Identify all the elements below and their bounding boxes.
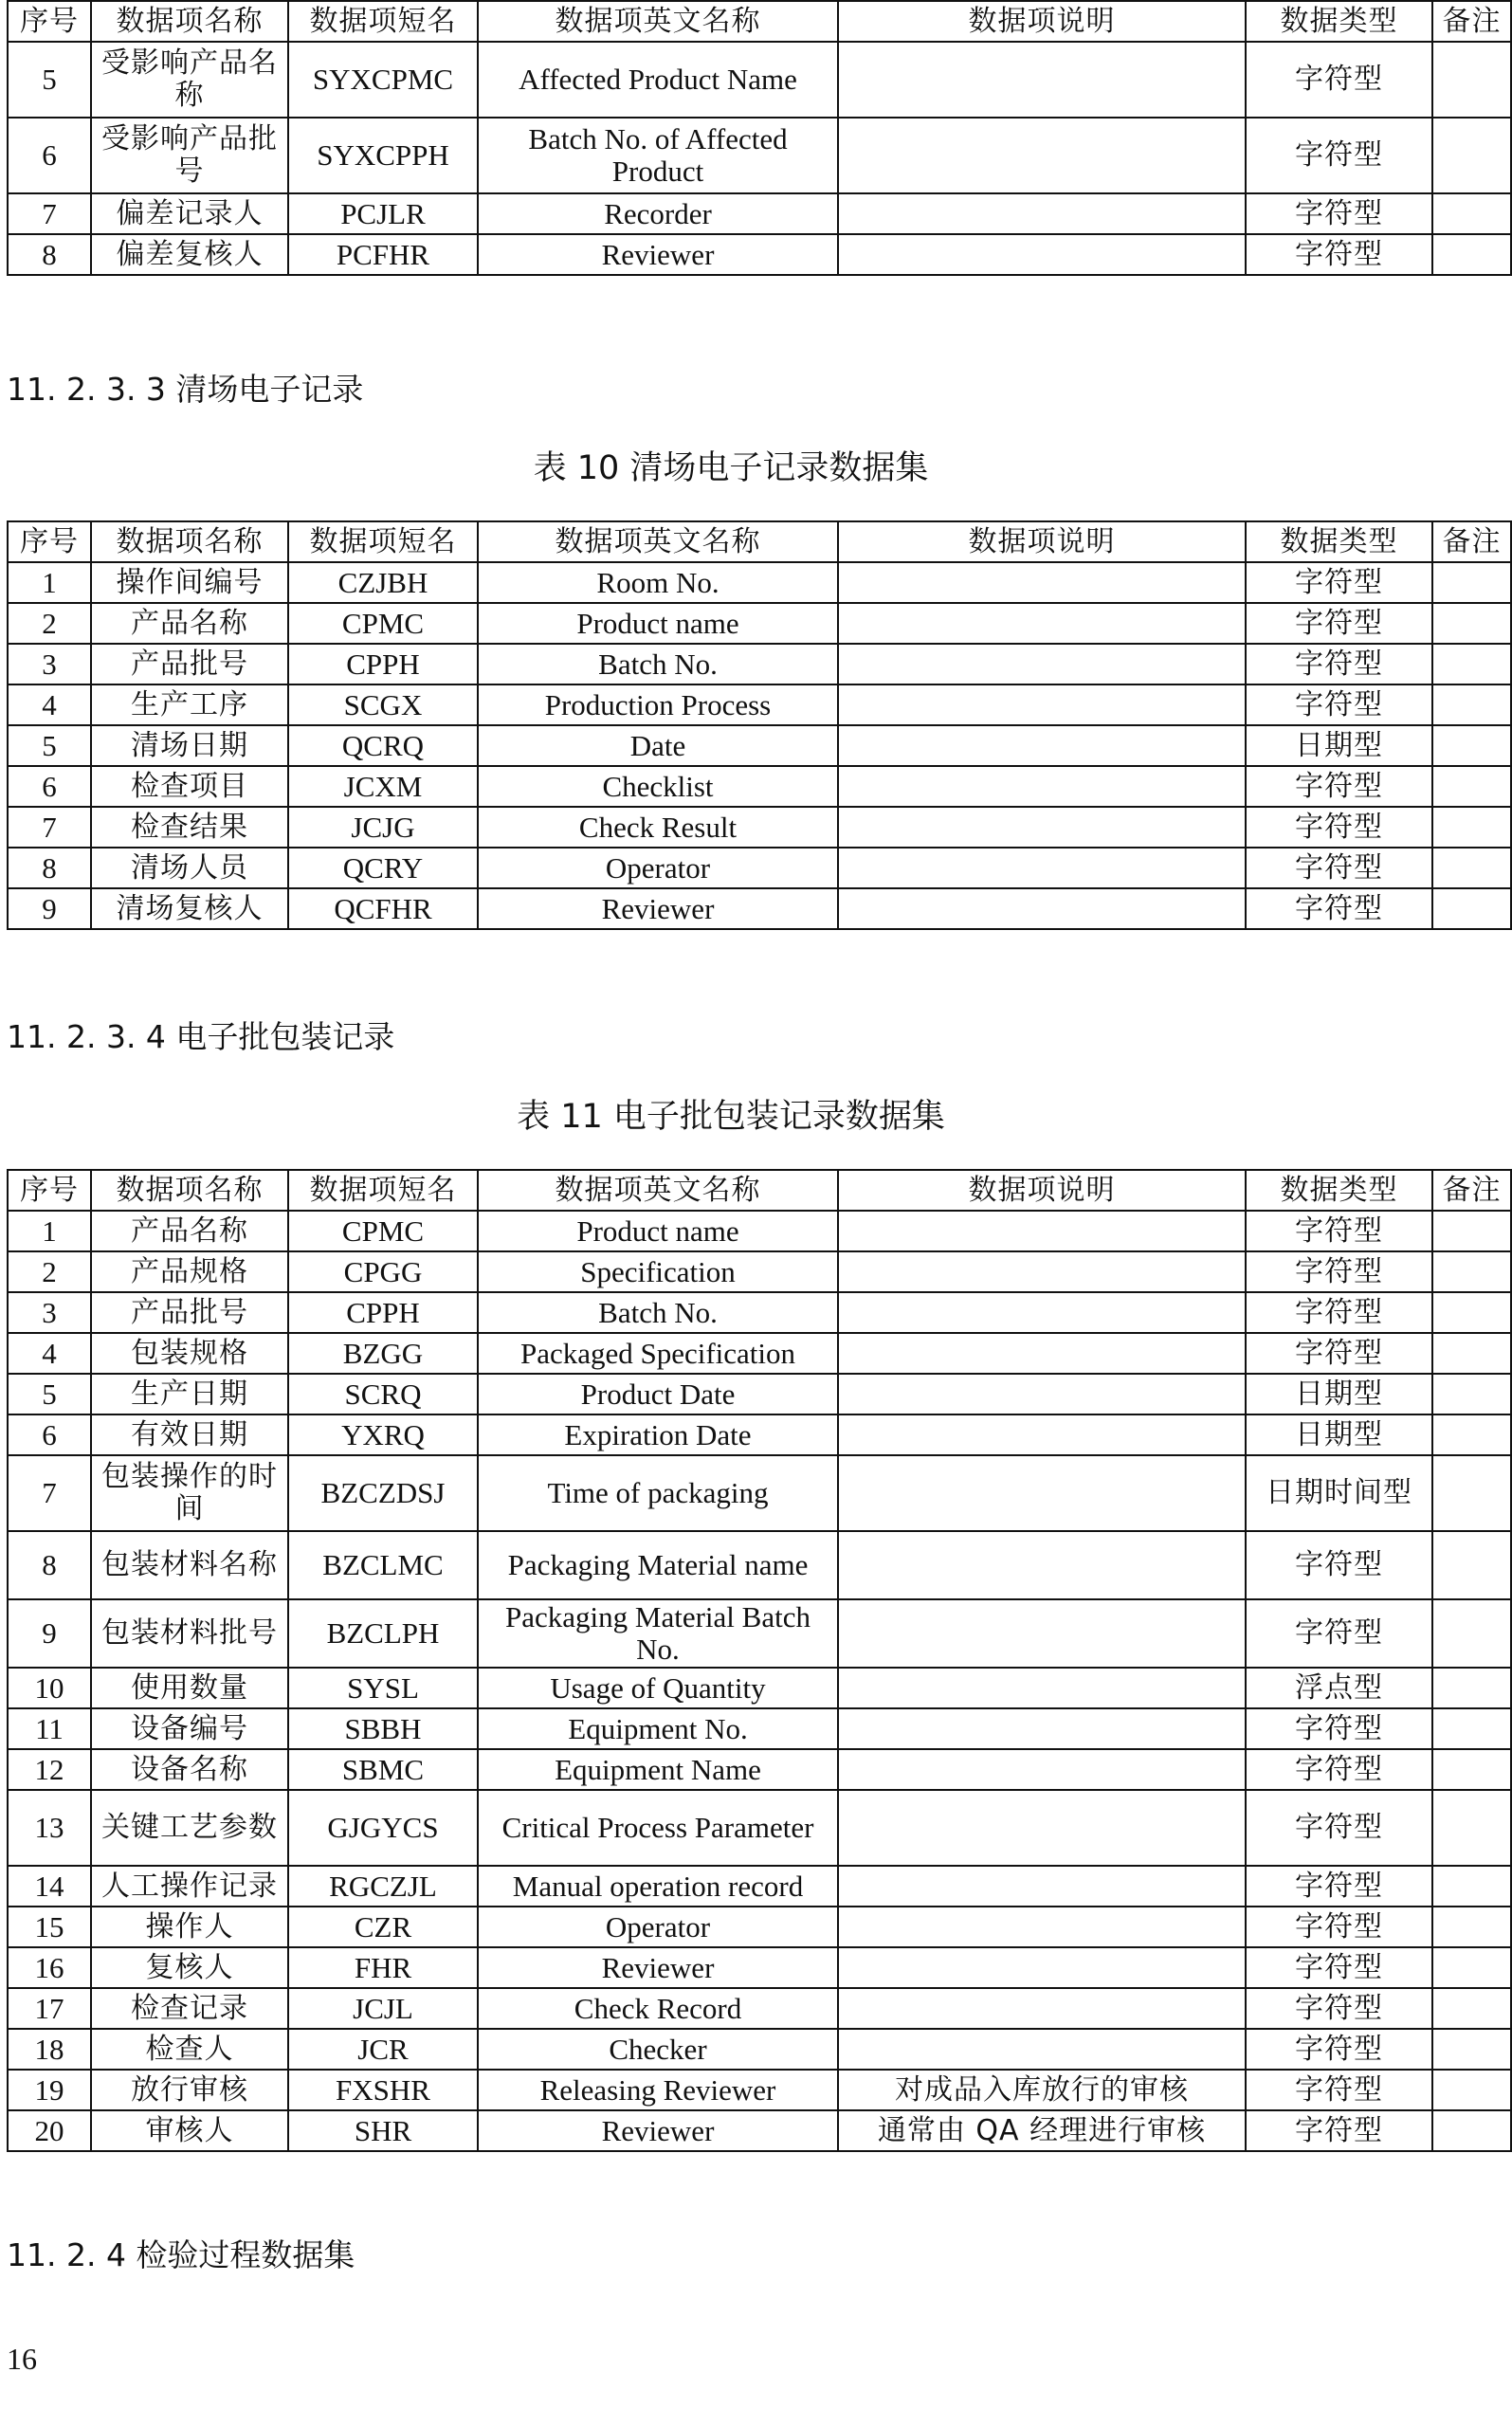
cell-no: 16 — [8, 1947, 91, 1988]
cell-name: 使用数量 — [91, 1668, 288, 1708]
cell-desc — [838, 644, 1246, 684]
header-short: 数据项短名 — [288, 521, 478, 562]
cell-english: Manual operation record — [478, 1866, 838, 1907]
cell-short: PCFHR — [288, 234, 478, 275]
cell-no: 8 — [8, 848, 91, 888]
cell-note — [1432, 193, 1511, 234]
section-heading-clearance: 11. 2. 3. 3 清场电子记录 — [7, 371, 364, 408]
cell-short: YXRQ — [288, 1414, 478, 1455]
cell-type: 字符型 — [1246, 644, 1432, 684]
cell-note — [1432, 1907, 1511, 1947]
cell-type: 字符型 — [1246, 1749, 1432, 1790]
cell-english: Reviewer — [478, 2110, 838, 2151]
cell-type: 字符型 — [1246, 1531, 1432, 1599]
table-caption-11: 表 11 电子批包装记录数据集 — [517, 1098, 945, 1136]
cell-english: Room No. — [478, 562, 838, 603]
cell-english: Critical Process Parameter — [478, 1790, 838, 1866]
cell-desc — [838, 603, 1246, 644]
cell-note — [1432, 2029, 1511, 2070]
cell-short: FHR — [288, 1947, 478, 1988]
cell-name: 设备名称 — [91, 1749, 288, 1790]
table-row — [8, 2110, 1511, 2151]
cell-desc — [838, 1749, 1246, 1790]
table-row — [8, 1292, 1511, 1333]
cell-english: Operator — [478, 848, 838, 888]
cell-note — [1432, 644, 1511, 684]
cell-note — [1432, 1599, 1511, 1668]
cell-no: 4 — [8, 684, 91, 725]
cell-no: 6 — [8, 766, 91, 807]
cell-type: 浮点型 — [1246, 1668, 1432, 1708]
table-row — [8, 766, 1511, 807]
cell-name: 关键工艺参数 — [91, 1790, 288, 1866]
cell-english: Batch No. — [478, 1292, 838, 1333]
cell-no: 9 — [8, 888, 91, 929]
table-row — [8, 1211, 1511, 1251]
cell-short: GJGYCS — [288, 1790, 478, 1866]
header-no: 序号 — [8, 521, 91, 562]
cell-desc — [838, 725, 1246, 766]
cell-short: RGCZJL — [288, 1866, 478, 1907]
cell-type: 字符型 — [1246, 1947, 1432, 1988]
cell-english: Production Process — [478, 684, 838, 725]
cell-type: 字符型 — [1246, 1907, 1432, 1947]
table-row — [8, 1790, 1511, 1866]
cell-name: 包装材料名称 — [91, 1531, 288, 1599]
cell-english: Checker — [478, 2029, 838, 2070]
cell-name: 受影响产品批号 — [91, 118, 288, 193]
header-no: 序号 — [8, 1170, 91, 1211]
cell-name: 操作人 — [91, 1907, 288, 1947]
cell-desc — [838, 1708, 1246, 1749]
cell-desc — [838, 1251, 1246, 1292]
table-row — [8, 684, 1511, 725]
cell-short: JCXM — [288, 766, 478, 807]
cell-desc — [838, 1333, 1246, 1374]
cell-english: Product Date — [478, 1374, 838, 1414]
cell-note — [1432, 1455, 1511, 1531]
cell-english: Time of packaging — [478, 1455, 838, 1531]
table-row — [8, 888, 1511, 929]
header-short: 数据项短名 — [288, 1170, 478, 1211]
cell-note — [1432, 888, 1511, 929]
cell-note — [1432, 1333, 1511, 1374]
cell-english: Usage of Quantity — [478, 1668, 838, 1708]
table-row — [8, 1947, 1511, 1988]
header-name: 数据项名称 — [91, 1, 288, 42]
cell-note — [1432, 766, 1511, 807]
cell-english: Reviewer — [478, 1947, 838, 1988]
cell-name: 清场复核人 — [91, 888, 288, 929]
cell-desc — [838, 1292, 1246, 1333]
header-desc: 数据项说明 — [838, 1170, 1246, 1211]
cell-type: 字符型 — [1246, 1599, 1432, 1668]
table-row — [8, 1455, 1511, 1531]
cell-note — [1432, 1708, 1511, 1749]
table-row — [8, 1988, 1511, 2029]
cell-type: 日期时间型 — [1246, 1455, 1432, 1531]
cell-type: 字符型 — [1246, 1988, 1432, 2029]
cell-desc — [838, 1866, 1246, 1907]
table-10 — [7, 520, 1512, 930]
cell-no: 12 — [8, 1749, 91, 1790]
header-no: 序号 — [8, 1, 91, 42]
cell-type: 字符型 — [1246, 2029, 1432, 2070]
table-row — [8, 603, 1511, 644]
cell-no: 6 — [8, 118, 91, 193]
table-row — [8, 725, 1511, 766]
cell-no: 5 — [8, 1374, 91, 1414]
cell-name: 产品批号 — [91, 644, 288, 684]
header-note: 备注 — [1432, 1, 1511, 42]
cell-note — [1432, 2110, 1511, 2151]
cell-short: JCR — [288, 2029, 478, 2070]
cell-type: 字符型 — [1246, 1708, 1432, 1749]
cell-name: 清场日期 — [91, 725, 288, 766]
cell-type: 字符型 — [1246, 1251, 1432, 1292]
cell-desc — [838, 1531, 1246, 1599]
cell-english: Reviewer — [478, 234, 838, 275]
table-row — [8, 807, 1511, 848]
cell-no: 5 — [8, 725, 91, 766]
cell-desc — [838, 1790, 1246, 1866]
header-name: 数据项名称 — [91, 521, 288, 562]
cell-english: Product name — [478, 1211, 838, 1251]
table-row — [8, 1414, 1511, 1455]
cell-type: 字符型 — [1246, 1866, 1432, 1907]
cell-type: 日期型 — [1246, 1374, 1432, 1414]
cell-short: CZR — [288, 1907, 478, 1947]
cell-short: QCFHR — [288, 888, 478, 929]
table-header-row — [8, 1170, 1511, 1211]
cell-note — [1432, 2070, 1511, 2110]
cell-desc: 对成品入库放行的审核 — [838, 2070, 1246, 2110]
cell-note — [1432, 234, 1511, 275]
table-row — [8, 2029, 1511, 2070]
cell-no: 14 — [8, 1866, 91, 1907]
cell-desc — [838, 1947, 1246, 1988]
cell-desc — [838, 118, 1246, 193]
cell-desc — [838, 848, 1246, 888]
table-row — [8, 562, 1511, 603]
cell-english: Operator — [478, 1907, 838, 1947]
cell-name: 复核人 — [91, 1947, 288, 1988]
cell-short: SBMC — [288, 1749, 478, 1790]
cell-type: 字符型 — [1246, 1333, 1432, 1374]
cell-no: 6 — [8, 1414, 91, 1455]
table-header-row — [8, 521, 1511, 562]
cell-note — [1432, 42, 1511, 118]
cell-desc — [838, 2029, 1246, 2070]
cell-english: Equipment No. — [478, 1708, 838, 1749]
cell-name: 操作间编号 — [91, 562, 288, 603]
cell-name: 检查结果 — [91, 807, 288, 848]
cell-name: 检查人 — [91, 2029, 288, 2070]
cell-name: 受影响产品名称 — [91, 42, 288, 118]
cell-no: 15 — [8, 1907, 91, 1947]
cell-note — [1432, 1749, 1511, 1790]
cell-english: Releasing Reviewer — [478, 2070, 838, 2110]
cell-note — [1432, 1947, 1511, 1988]
cell-no: 3 — [8, 644, 91, 684]
cell-no: 3 — [8, 1292, 91, 1333]
cell-desc — [838, 234, 1246, 275]
cell-desc — [838, 1211, 1246, 1251]
cell-type: 字符型 — [1246, 2070, 1432, 2110]
cell-type: 字符型 — [1246, 766, 1432, 807]
cell-name: 产品批号 — [91, 1292, 288, 1333]
cell-note — [1432, 1866, 1511, 1907]
cell-no: 9 — [8, 1599, 91, 1668]
cell-note — [1432, 1211, 1511, 1251]
cell-short: BZCLPH — [288, 1599, 478, 1668]
header-english: 数据项英文名称 — [478, 1170, 838, 1211]
cell-no: 5 — [8, 42, 91, 118]
cell-name: 包装材料批号 — [91, 1599, 288, 1668]
cell-desc — [838, 42, 1246, 118]
table-row — [8, 1668, 1511, 1708]
cell-type: 字符型 — [1246, 2110, 1432, 2151]
cell-name: 产品名称 — [91, 1211, 288, 1251]
cell-short: SCGX — [288, 684, 478, 725]
cell-type: 字符型 — [1246, 562, 1432, 603]
header-desc: 数据项说明 — [838, 1, 1246, 42]
cell-no: 2 — [8, 603, 91, 644]
table-row — [8, 2070, 1511, 2110]
header-type: 数据类型 — [1246, 1170, 1432, 1211]
header-english: 数据项英文名称 — [478, 1, 838, 42]
cell-english: Packaging Material Batch No. — [478, 1599, 838, 1668]
cell-name: 放行审核 — [91, 2070, 288, 2110]
header-type: 数据类型 — [1246, 521, 1432, 562]
cell-type: 字符型 — [1246, 118, 1432, 193]
header-type: 数据类型 — [1246, 1, 1432, 42]
cell-english: Batch No. — [478, 644, 838, 684]
table-row — [8, 1333, 1511, 1374]
table-11 — [7, 1169, 1512, 2152]
cell-short: PCJLR — [288, 193, 478, 234]
cell-type: 字符型 — [1246, 42, 1432, 118]
cell-desc — [838, 1668, 1246, 1708]
cell-no: 19 — [8, 2070, 91, 2110]
cell-note — [1432, 1292, 1511, 1333]
cell-short: CZJBH — [288, 562, 478, 603]
table-row — [8, 1907, 1511, 1947]
cell-desc — [838, 562, 1246, 603]
cell-type: 字符型 — [1246, 848, 1432, 888]
cell-note — [1432, 1988, 1511, 2029]
cell-no: 10 — [8, 1668, 91, 1708]
cell-no: 11 — [8, 1708, 91, 1749]
table-row — [8, 848, 1511, 888]
table-row — [8, 1866, 1511, 1907]
cell-type: 字符型 — [1246, 888, 1432, 929]
cell-english: Product name — [478, 603, 838, 644]
cell-note — [1432, 562, 1511, 603]
cell-short: BZCLMC — [288, 1531, 478, 1599]
cell-desc — [838, 684, 1246, 725]
cell-name: 生产工序 — [91, 684, 288, 725]
cell-type: 字符型 — [1246, 1790, 1432, 1866]
cell-english: Packaging Material name — [478, 1531, 838, 1599]
cell-short: CPGG — [288, 1251, 478, 1292]
cell-short: SHR — [288, 2110, 478, 2151]
cell-english: Check Result — [478, 807, 838, 848]
cell-no: 7 — [8, 193, 91, 234]
cell-type: 字符型 — [1246, 1211, 1432, 1251]
cell-note — [1432, 725, 1511, 766]
cell-name: 包装规格 — [91, 1333, 288, 1374]
header-note: 备注 — [1432, 521, 1511, 562]
cell-short: SBBH — [288, 1708, 478, 1749]
cell-name: 检查记录 — [91, 1988, 288, 2029]
cell-desc — [838, 766, 1246, 807]
cell-no: 7 — [8, 1455, 91, 1531]
cell-short: SCRQ — [288, 1374, 478, 1414]
page-number: 16 — [7, 2342, 37, 2376]
cell-note — [1432, 1251, 1511, 1292]
cell-english: Specification — [478, 1251, 838, 1292]
cell-no: 2 — [8, 1251, 91, 1292]
cell-short: JCJL — [288, 1988, 478, 2029]
cell-note — [1432, 848, 1511, 888]
cell-desc — [838, 1374, 1246, 1414]
cell-short: CPPH — [288, 644, 478, 684]
header-name: 数据项名称 — [91, 1170, 288, 1211]
cell-note — [1432, 684, 1511, 725]
table-row — [8, 1599, 1511, 1668]
cell-english: Date — [478, 725, 838, 766]
cell-desc — [838, 1907, 1246, 1947]
cell-note — [1432, 1790, 1511, 1866]
cell-english: Packaged Specification — [478, 1333, 838, 1374]
cell-note — [1432, 807, 1511, 848]
cell-name: 产品规格 — [91, 1251, 288, 1292]
cell-no: 4 — [8, 1333, 91, 1374]
cell-english: Expiration Date — [478, 1414, 838, 1455]
cell-desc — [838, 1988, 1246, 2029]
cell-english: Equipment Name — [478, 1749, 838, 1790]
table-row — [8, 1749, 1511, 1790]
cell-note — [1432, 603, 1511, 644]
cell-name: 设备编号 — [91, 1708, 288, 1749]
cell-short: SYSL — [288, 1668, 478, 1708]
cell-short: QCRQ — [288, 725, 478, 766]
cell-short: FXSHR — [288, 2070, 478, 2110]
cell-no: 17 — [8, 1988, 91, 2029]
cell-short: BZGG — [288, 1333, 478, 1374]
cell-name: 生产日期 — [91, 1374, 288, 1414]
cell-desc: 通常由 QA 经理进行审核 — [838, 2110, 1246, 2151]
cell-name: 检查项目 — [91, 766, 288, 807]
cell-short: JCJG — [288, 807, 478, 848]
header-english: 数据项英文名称 — [478, 521, 838, 562]
cell-english: Check Record — [478, 1988, 838, 2029]
cell-note — [1432, 1531, 1511, 1599]
table-header-row — [8, 1, 1511, 42]
cell-no: 1 — [8, 562, 91, 603]
header-desc: 数据项说明 — [838, 521, 1246, 562]
header-short: 数据项短名 — [288, 1, 478, 42]
cell-short: BZCZDSJ — [288, 1455, 478, 1531]
cell-no: 18 — [8, 2029, 91, 2070]
cell-note — [1432, 1414, 1511, 1455]
cell-english: Batch No. of Affected Product — [478, 118, 838, 193]
cell-english: Affected Product Name — [478, 42, 838, 118]
cell-short: CPPH — [288, 1292, 478, 1333]
table-row — [8, 1251, 1511, 1292]
cell-type: 字符型 — [1246, 234, 1432, 275]
cell-type: 字符型 — [1246, 1292, 1432, 1333]
table-row — [8, 1708, 1511, 1749]
cell-desc — [838, 807, 1246, 848]
cell-no: 7 — [8, 807, 91, 848]
cell-english: Checklist — [478, 766, 838, 807]
cell-note — [1432, 1668, 1511, 1708]
cell-note — [1432, 1374, 1511, 1414]
cell-desc — [838, 193, 1246, 234]
cell-type: 字符型 — [1246, 193, 1432, 234]
cell-note — [1432, 118, 1511, 193]
cell-desc — [838, 1414, 1246, 1455]
cell-name: 包装操作的时间 — [91, 1455, 288, 1531]
cell-no: 20 — [8, 2110, 91, 2151]
table-prev-continued — [7, 0, 1512, 276]
cell-type: 字符型 — [1246, 807, 1432, 848]
cell-name: 清场人员 — [91, 848, 288, 888]
cell-short: CPMC — [288, 603, 478, 644]
cell-no: 1 — [8, 1211, 91, 1251]
cell-name: 审核人 — [91, 2110, 288, 2151]
header-note: 备注 — [1432, 1170, 1511, 1211]
table-caption-10: 表 10 清场电子记录数据集 — [533, 449, 929, 487]
section-heading-inspection: 11. 2. 4 检验过程数据集 — [7, 2236, 355, 2273]
cell-short: QCRY — [288, 848, 478, 888]
cell-desc — [838, 1455, 1246, 1531]
cell-english: Recorder — [478, 193, 838, 234]
cell-name: 有效日期 — [91, 1414, 288, 1455]
cell-no: 13 — [8, 1790, 91, 1866]
cell-type: 日期型 — [1246, 725, 1432, 766]
cell-desc — [838, 888, 1246, 929]
table-row — [8, 234, 1511, 275]
cell-no: 8 — [8, 1531, 91, 1599]
cell-type: 日期型 — [1246, 1414, 1432, 1455]
cell-short: CPMC — [288, 1211, 478, 1251]
cell-name: 产品名称 — [91, 603, 288, 644]
table-row — [8, 42, 1511, 118]
cell-type: 字符型 — [1246, 684, 1432, 725]
cell-short: SYXCPPH — [288, 118, 478, 193]
cell-type: 字符型 — [1246, 603, 1432, 644]
cell-name: 偏差复核人 — [91, 234, 288, 275]
table-row — [8, 1531, 1511, 1599]
cell-short: SYXCPMC — [288, 42, 478, 118]
cell-name: 偏差记录人 — [91, 193, 288, 234]
cell-english: Reviewer — [478, 888, 838, 929]
cell-no: 8 — [8, 234, 91, 275]
cell-desc — [838, 1599, 1246, 1668]
section-heading-packaging: 11. 2. 3. 4 电子批包装记录 — [7, 1018, 395, 1055]
table-row — [8, 644, 1511, 684]
table-row — [8, 193, 1511, 234]
cell-name: 人工操作记录 — [91, 1866, 288, 1907]
table-row — [8, 118, 1511, 193]
table-row — [8, 1374, 1511, 1414]
